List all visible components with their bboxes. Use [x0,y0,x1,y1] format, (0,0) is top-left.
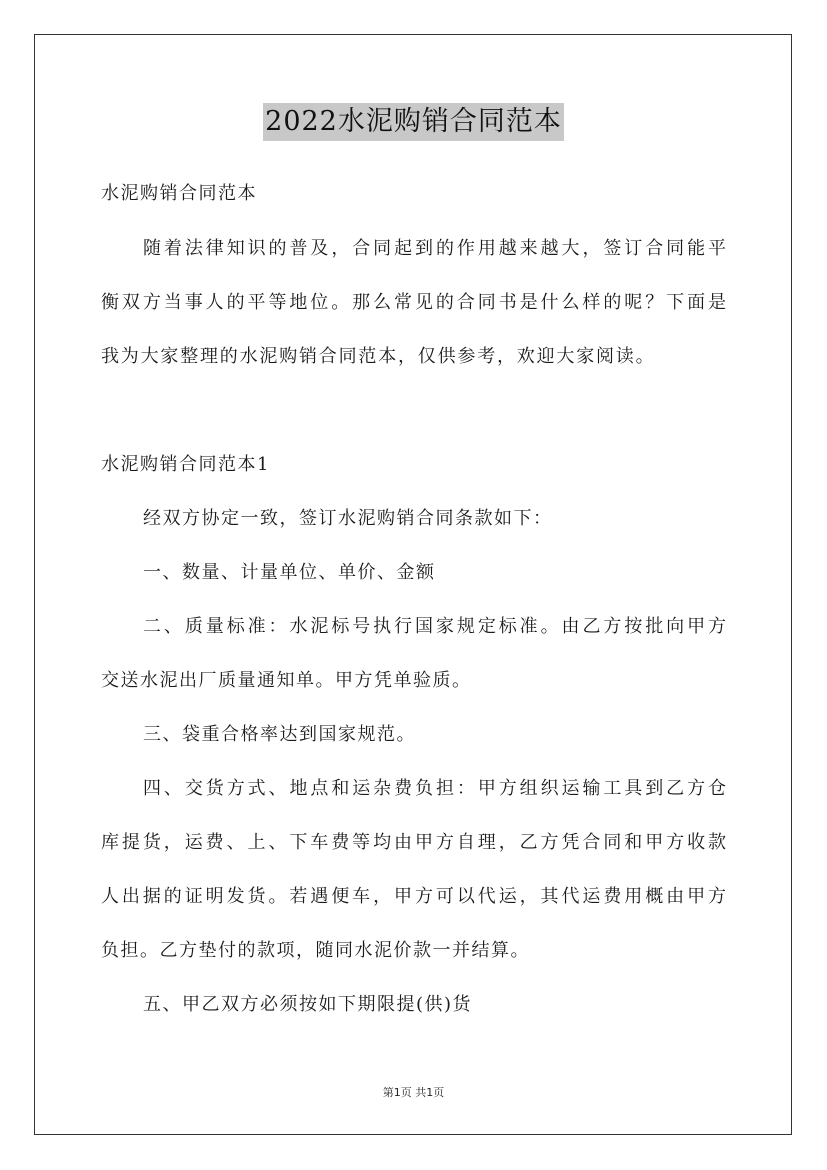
intro-line-2: 衡双方当事人的平等地位。那么常见的合同书是什么样的呢？下面是 [101,292,726,313]
clause-line: 经双方协定一致，签订水泥购销合同条款如下： [143,508,553,529]
subtitle: 水泥购销合同范本 [101,183,257,204]
page-number: 第1页 共1页 [382,1086,445,1099]
clause-line: 五、甲乙双方必须按如下期限提(供)货 [143,994,473,1015]
intro-line-3: 我为大家整理的水泥购销合同范本，仅供参考，欢迎大家阅读。 [101,346,656,367]
title-container [0,103,827,141]
clause-line: 一、数量、计量单位、单价、金额 [143,562,436,583]
clause-line: 交送水泥出厂质量通知单。甲方凭单验质。 [101,670,472,691]
clause-line: 三、袋重合格率达到国家规范。 [143,724,416,745]
section-heading: 水泥购销合同范本1 [101,454,270,475]
clause-line: 四、交货方式、地点和运杂费负担：甲方组织运输工具到乙方仓 [143,778,726,799]
intro-line-1: 随着法律知识的普及，合同起到的作用越来越大，签订合同能平 [143,238,726,259]
clause-line: 负担。乙方垫付的款项，随同水泥价款一并结算。 [101,940,530,961]
clause-line: 库提货，运费、上、下车费等均由甲方自理，乙方凭合同和甲方收款 [101,832,726,853]
document-title: 2022水泥购销合同范本 [263,103,564,141]
clause-line: 二、质量标准：水泥标号执行国家规定标准。由乙方按批向甲方 [143,616,726,637]
clause-line: 人出据的证明发货。若遇便车，甲方可以代运，其代运费用概由甲方 [101,886,726,907]
